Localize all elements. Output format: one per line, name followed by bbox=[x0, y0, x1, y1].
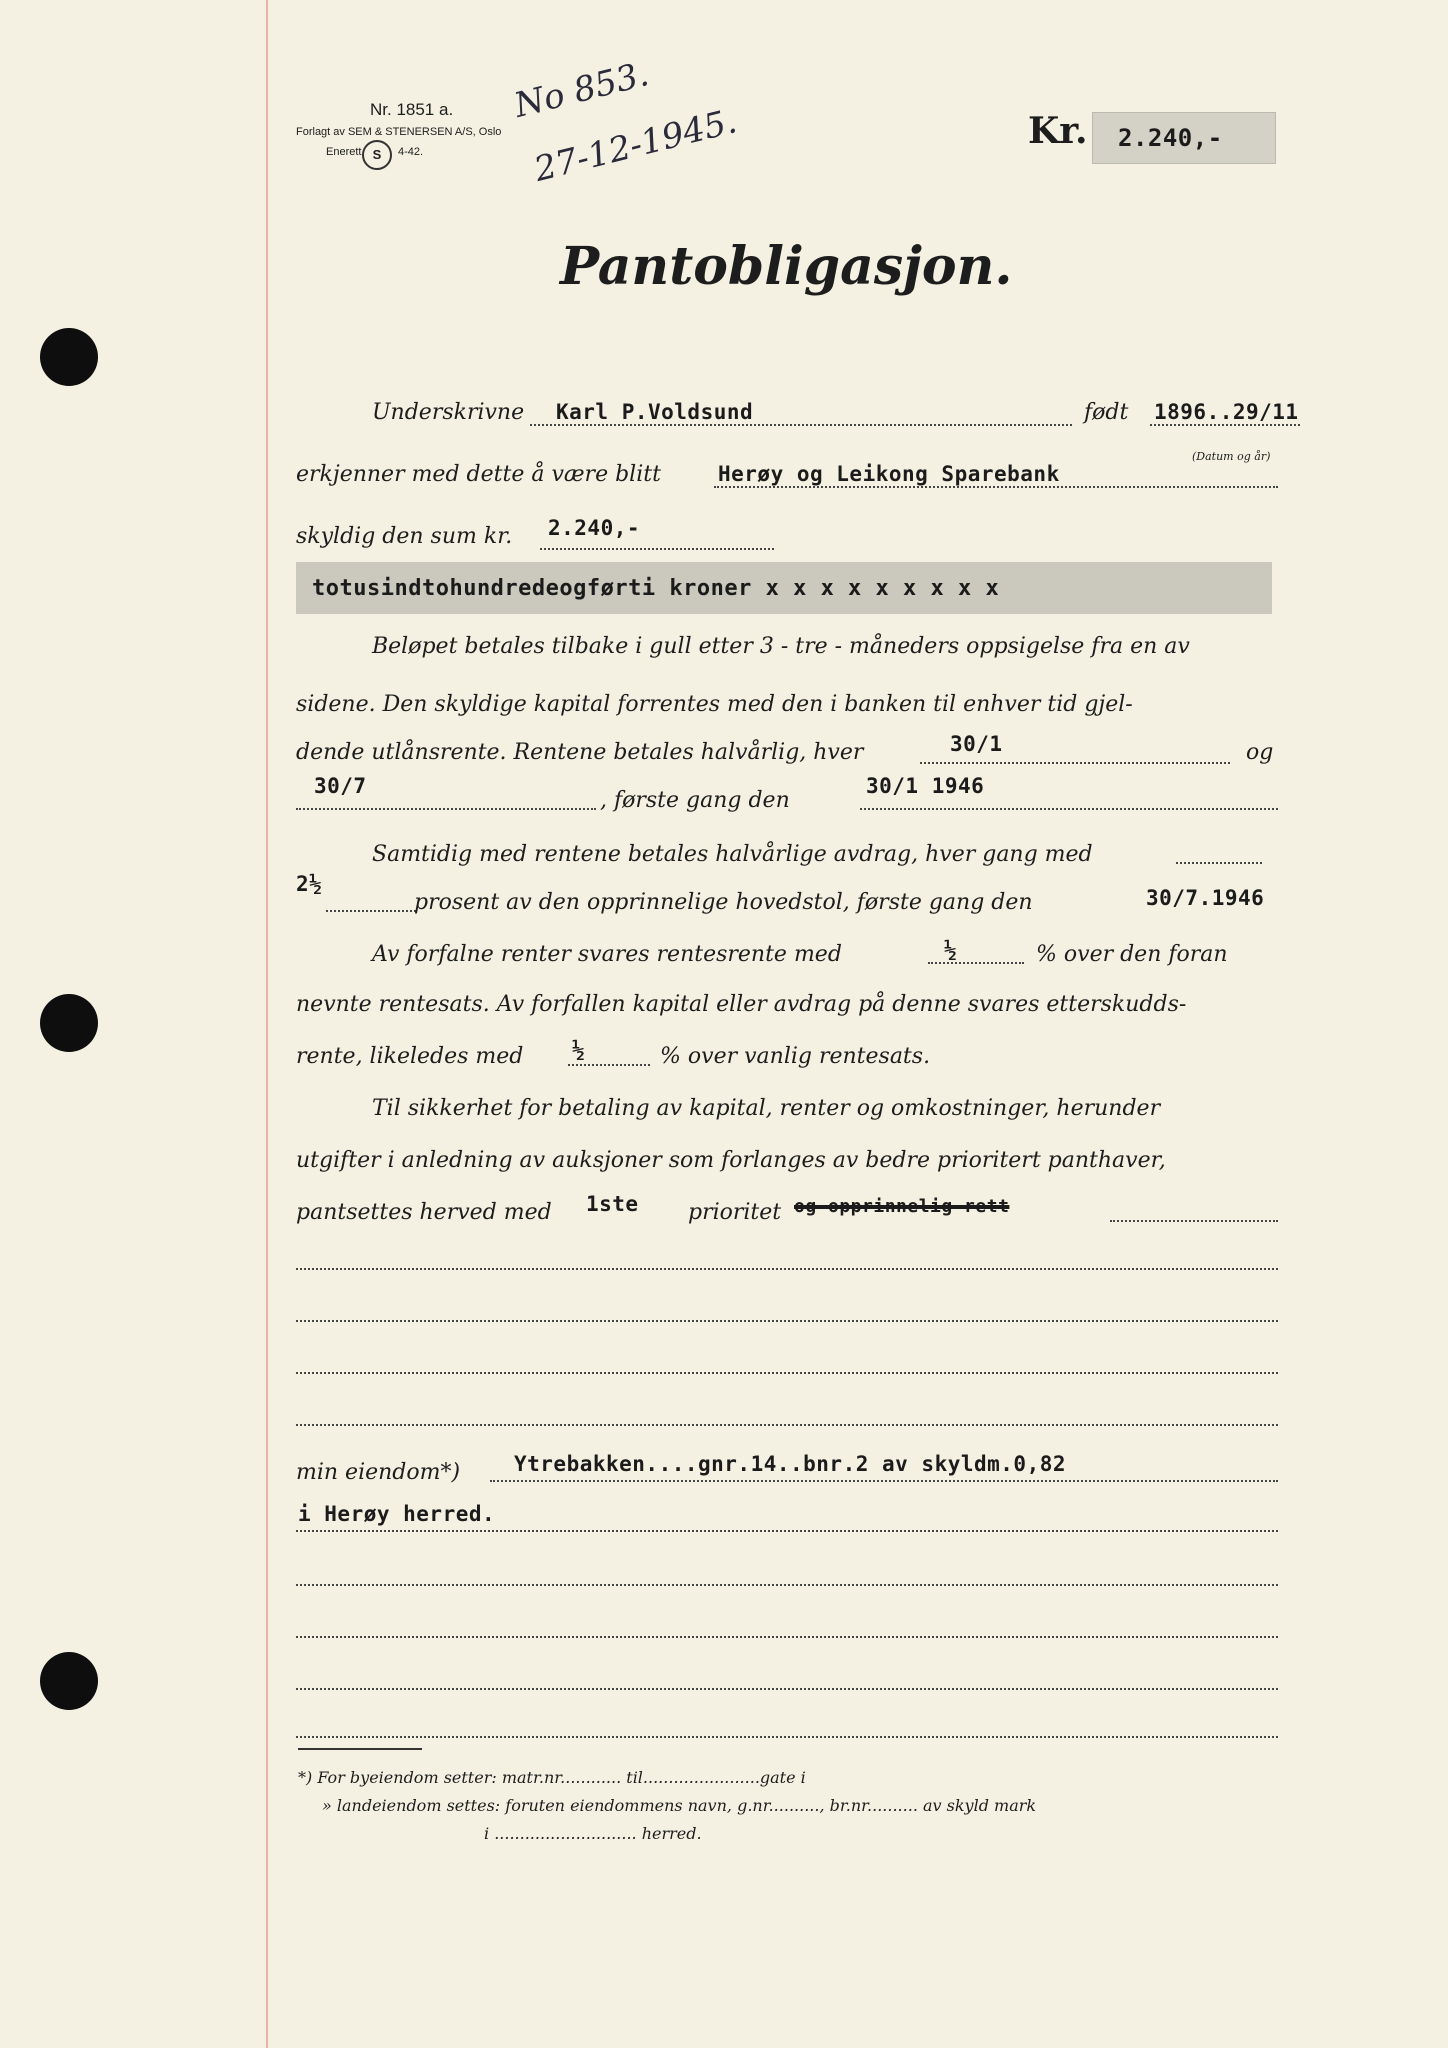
interest-date-2: 30/7 bbox=[314, 774, 367, 798]
fill-line bbox=[928, 962, 1024, 964]
fill-line bbox=[1110, 1220, 1278, 1222]
para3-line3a: rente, likeledes med bbox=[296, 1044, 524, 1069]
para1-line3: dende utlånsrente. Rentene betales halvårlig, hver bbox=[296, 740, 864, 765]
fill-line bbox=[1150, 424, 1300, 426]
blank-line bbox=[296, 1736, 1278, 1738]
blank-line bbox=[296, 1320, 1278, 1322]
fill-line bbox=[568, 1064, 650, 1066]
creditor-name: Herøy og Leikong Sparebank bbox=[718, 462, 1060, 486]
publisher-seal: S bbox=[362, 140, 392, 170]
para3-line1a: Av forfalne renter svares rentesrente med bbox=[372, 942, 842, 967]
blank-line bbox=[296, 1268, 1278, 1270]
form-number: Nr. 1851 a. bbox=[370, 100, 454, 119]
born-label: født bbox=[1084, 400, 1129, 425]
og-label: og bbox=[1246, 740, 1274, 765]
fill-line bbox=[714, 486, 1278, 488]
fill-line bbox=[540, 548, 774, 550]
footnote-rule bbox=[298, 1748, 422, 1750]
enerett-label: Enerett bbox=[326, 146, 362, 158]
first-interest-date: 30/1 1946 bbox=[866, 774, 985, 798]
para1-line1: Beløpet betales tilbake i gull etter 3 - tre - måneders oppsigelse fra en av bbox=[372, 634, 1190, 659]
first-time-label: , første gang den bbox=[600, 788, 790, 813]
erkjenner-label: erkjenner med dette å være blitt bbox=[296, 462, 661, 487]
fill-line bbox=[296, 1530, 1278, 1532]
fill-line bbox=[296, 808, 596, 810]
fill-line bbox=[326, 910, 416, 912]
footnote-line2: » landeiendom settes: foruten eiendommens navn, g.nr.........., br.nr.......... av skyld mark bbox=[322, 1796, 1037, 1815]
installment-percent: 2½ bbox=[296, 872, 323, 896]
fill-line bbox=[490, 1480, 1278, 1482]
para4-line3a: pantsettes herved med bbox=[296, 1200, 552, 1225]
para4-line3b: prioritet bbox=[688, 1200, 782, 1225]
footnote-line3: i ............................ herred. bbox=[484, 1824, 702, 1843]
blank-line bbox=[296, 1636, 1278, 1638]
para1-line2: sidene. Den skyldige kapital forrentes med den i banken til enhver tid gjel- bbox=[296, 692, 1133, 717]
born-value: 1896..29/11 bbox=[1154, 400, 1299, 424]
handwritten-ref: No 853. bbox=[510, 54, 653, 126]
property-line2: i Herøy herred. bbox=[298, 1502, 496, 1526]
punch-hole-bottom bbox=[40, 1652, 98, 1710]
handwritten-date: 27-12-1945. bbox=[530, 101, 741, 190]
kr-label: Kr. bbox=[1028, 110, 1088, 152]
blank-line bbox=[296, 1424, 1278, 1426]
para4-line2: utgifter i anledning av auksjoner som forlanges av bedre prioritert panthaver, bbox=[296, 1148, 1166, 1173]
sum-value: 2.240,- bbox=[548, 516, 641, 540]
fill-line bbox=[1176, 862, 1262, 864]
penalty-rate-2: ½ bbox=[572, 1038, 586, 1062]
fill-line bbox=[920, 762, 1230, 764]
property-line1: Ytrebakken....gnr.14..bnr.2 av skyldm.0,82 bbox=[514, 1452, 1067, 1476]
margin-line bbox=[266, 0, 268, 2048]
first-installment-date: 30/7.1946 bbox=[1146, 886, 1265, 910]
edition: 4-42. bbox=[398, 146, 424, 158]
interest-date-1: 30/1 bbox=[950, 732, 1003, 756]
para3-line3b: % over vanlig rentesats. bbox=[660, 1044, 931, 1069]
blank-line bbox=[296, 1688, 1278, 1690]
punch-hole-middle bbox=[40, 994, 98, 1052]
amount-in-words: totusindtohundredeogførti kroner x x x x x x x x x bbox=[312, 576, 1000, 601]
blank-line bbox=[296, 1584, 1278, 1586]
penalty-rate-1: ½ bbox=[944, 938, 958, 962]
para2-line1: Samtidig med rentene betales halvårlige avdrag, hver gang med bbox=[372, 842, 1093, 867]
blank-line bbox=[296, 1372, 1278, 1374]
fill-line bbox=[530, 424, 1072, 426]
publisher: Forlagt av SEM & STENERSEN A/S, Oslo bbox=[296, 126, 502, 138]
struck-text: og opprinnelig rett bbox=[794, 1196, 1010, 1217]
para2-line2: prosent av den opprinnelige hovedstol, første gang den bbox=[414, 890, 1033, 915]
fill-line bbox=[860, 808, 1278, 810]
datum-note: (Datum og år) bbox=[1192, 450, 1271, 463]
property-label: min eiendom*) bbox=[296, 1460, 461, 1485]
document-title: Pantobligasjon. bbox=[560, 236, 1013, 297]
debtor-name: Karl P.Voldsund bbox=[556, 400, 754, 424]
punch-hole-top bbox=[40, 328, 98, 386]
para3-line2: nevnte rentesats. Av forfallen kapital eller avdrag på denne svares etterskudds- bbox=[296, 992, 1187, 1017]
sum-label: skyldig den sum kr. bbox=[296, 524, 513, 549]
footnote-line1: *) For byeiendom setter: matr.nr............ til.......................gate i bbox=[298, 1768, 806, 1787]
para4-line1: Til sikkerhet for betaling av kapital, renter og omkostninger, herunder bbox=[372, 1096, 1161, 1121]
kr-amount: 2.240,- bbox=[1118, 124, 1223, 152]
underskrivne-label: Underskrivne bbox=[372, 400, 525, 425]
priority-value: 1ste bbox=[586, 1192, 639, 1216]
para3-line1b: % over den foran bbox=[1036, 942, 1228, 967]
